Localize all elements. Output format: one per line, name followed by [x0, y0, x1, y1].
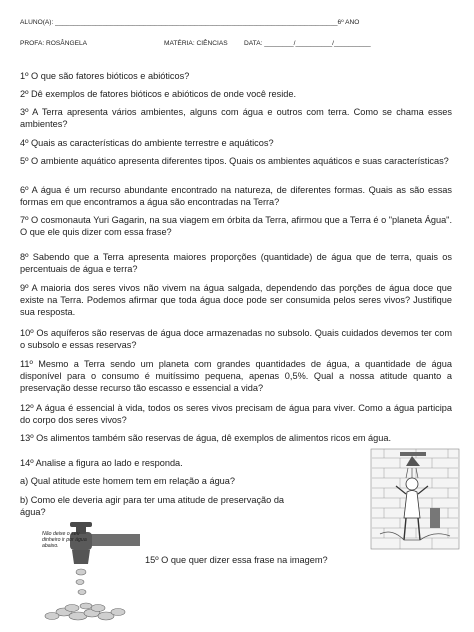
- date-label: DATA: ________/__________/__________: [244, 40, 371, 47]
- question-14b: b) Como ele deveria agir para ter uma atitude de preservação da água?: [20, 495, 285, 517]
- shower-man-illustration-icon: [370, 448, 460, 550]
- question-7: 7º O cosmonauta Yuri Gagarin, na sua viagem em órbita da Terra, afirmou que a Terra é o "planeta Água". O que ele quis dizer com essa frase?: [20, 215, 452, 237]
- question-5: 5º O ambiente aquático apresenta diferentes tipos. Quais os ambientes aquáticos e suas características?: [20, 156, 449, 166]
- question-13: 13º Os alimentos também são reservas de água, dê exemplos de alimentos ricos em água.: [20, 433, 392, 443]
- question-3: 3º A Terra apresenta vários ambientes, alguns com água e outros com terra. Como se chama esses ambientes?: [20, 107, 452, 129]
- question-2: 2º Dê exemplos de fatores bióticos e abióticos de onde você reside.: [20, 89, 297, 99]
- question-9: 9º A maioria dos seres vivos não vivem na água salgada, dependendo das porções de água doce que existe na Terra. Podemos afirmar que toda água doce pode ser consumida pelos seres vivos? Justifique sua resposta.: [20, 283, 452, 317]
- question-6: 6º A água é um recurso abundante encontrado na natureza, de diferentes formas. Quais as são essas formas em que encontramos a água são encontradas na Terra?: [20, 185, 452, 207]
- question-14: 14º Analise a figura ao lado e responda.: [20, 458, 183, 468]
- question-10: 10º Os aquíferos são reservas de água doce armazenadas no subsolo. Quais cuidados devemos ter com o subsolo e essas reservas?: [20, 328, 452, 350]
- ano-label: 6º ANO: [337, 19, 360, 26]
- question-8: 8º Sabendo que a Terra apresenta maiores proporções (quantidade) de água que de terra, quais os percentuais de água e terra?: [20, 252, 452, 274]
- teacher-subject-line: [20, 40, 371, 47]
- question-14a: a) Qual atitude este homem tem em relação a água?: [20, 476, 236, 486]
- student-name-line: [20, 19, 359, 26]
- question-4: 4º Quais as características do ambiente terrestre e aquáticos?: [20, 138, 274, 148]
- question-12: 12º A água é essencial à vida, todos os seres vivos precisam de água para viver. Como a água participa do corpo dos seres vivos?: [20, 403, 452, 425]
- profa-label: PROFA: ROSÂNGELA: [20, 40, 88, 47]
- question-1: 1º O que são fatores bióticos e abióticos?: [20, 71, 190, 81]
- aluno-label: ALUNO(A): _____________________________________________________________________________: [20, 19, 338, 26]
- faucet-caption: Não deixe o seu dinheiro ir por água abaixo.: [42, 531, 87, 549]
- materia-label: MATÉRIA: CIÊNCIAS: [164, 40, 228, 47]
- question-11: 11º Mesmo a Terra sendo um planeta com grandes quantidades de água, a quantidade de água disponível para o consumo é muitíssimo pequena, apenas 0,5%. Qual a nossa atitude quanto a preservação desse recurso tão escasso e essencial a vida?: [20, 359, 452, 393]
- question-15: 15º O que quer dizer essa frase na imagem?: [145, 555, 328, 565]
